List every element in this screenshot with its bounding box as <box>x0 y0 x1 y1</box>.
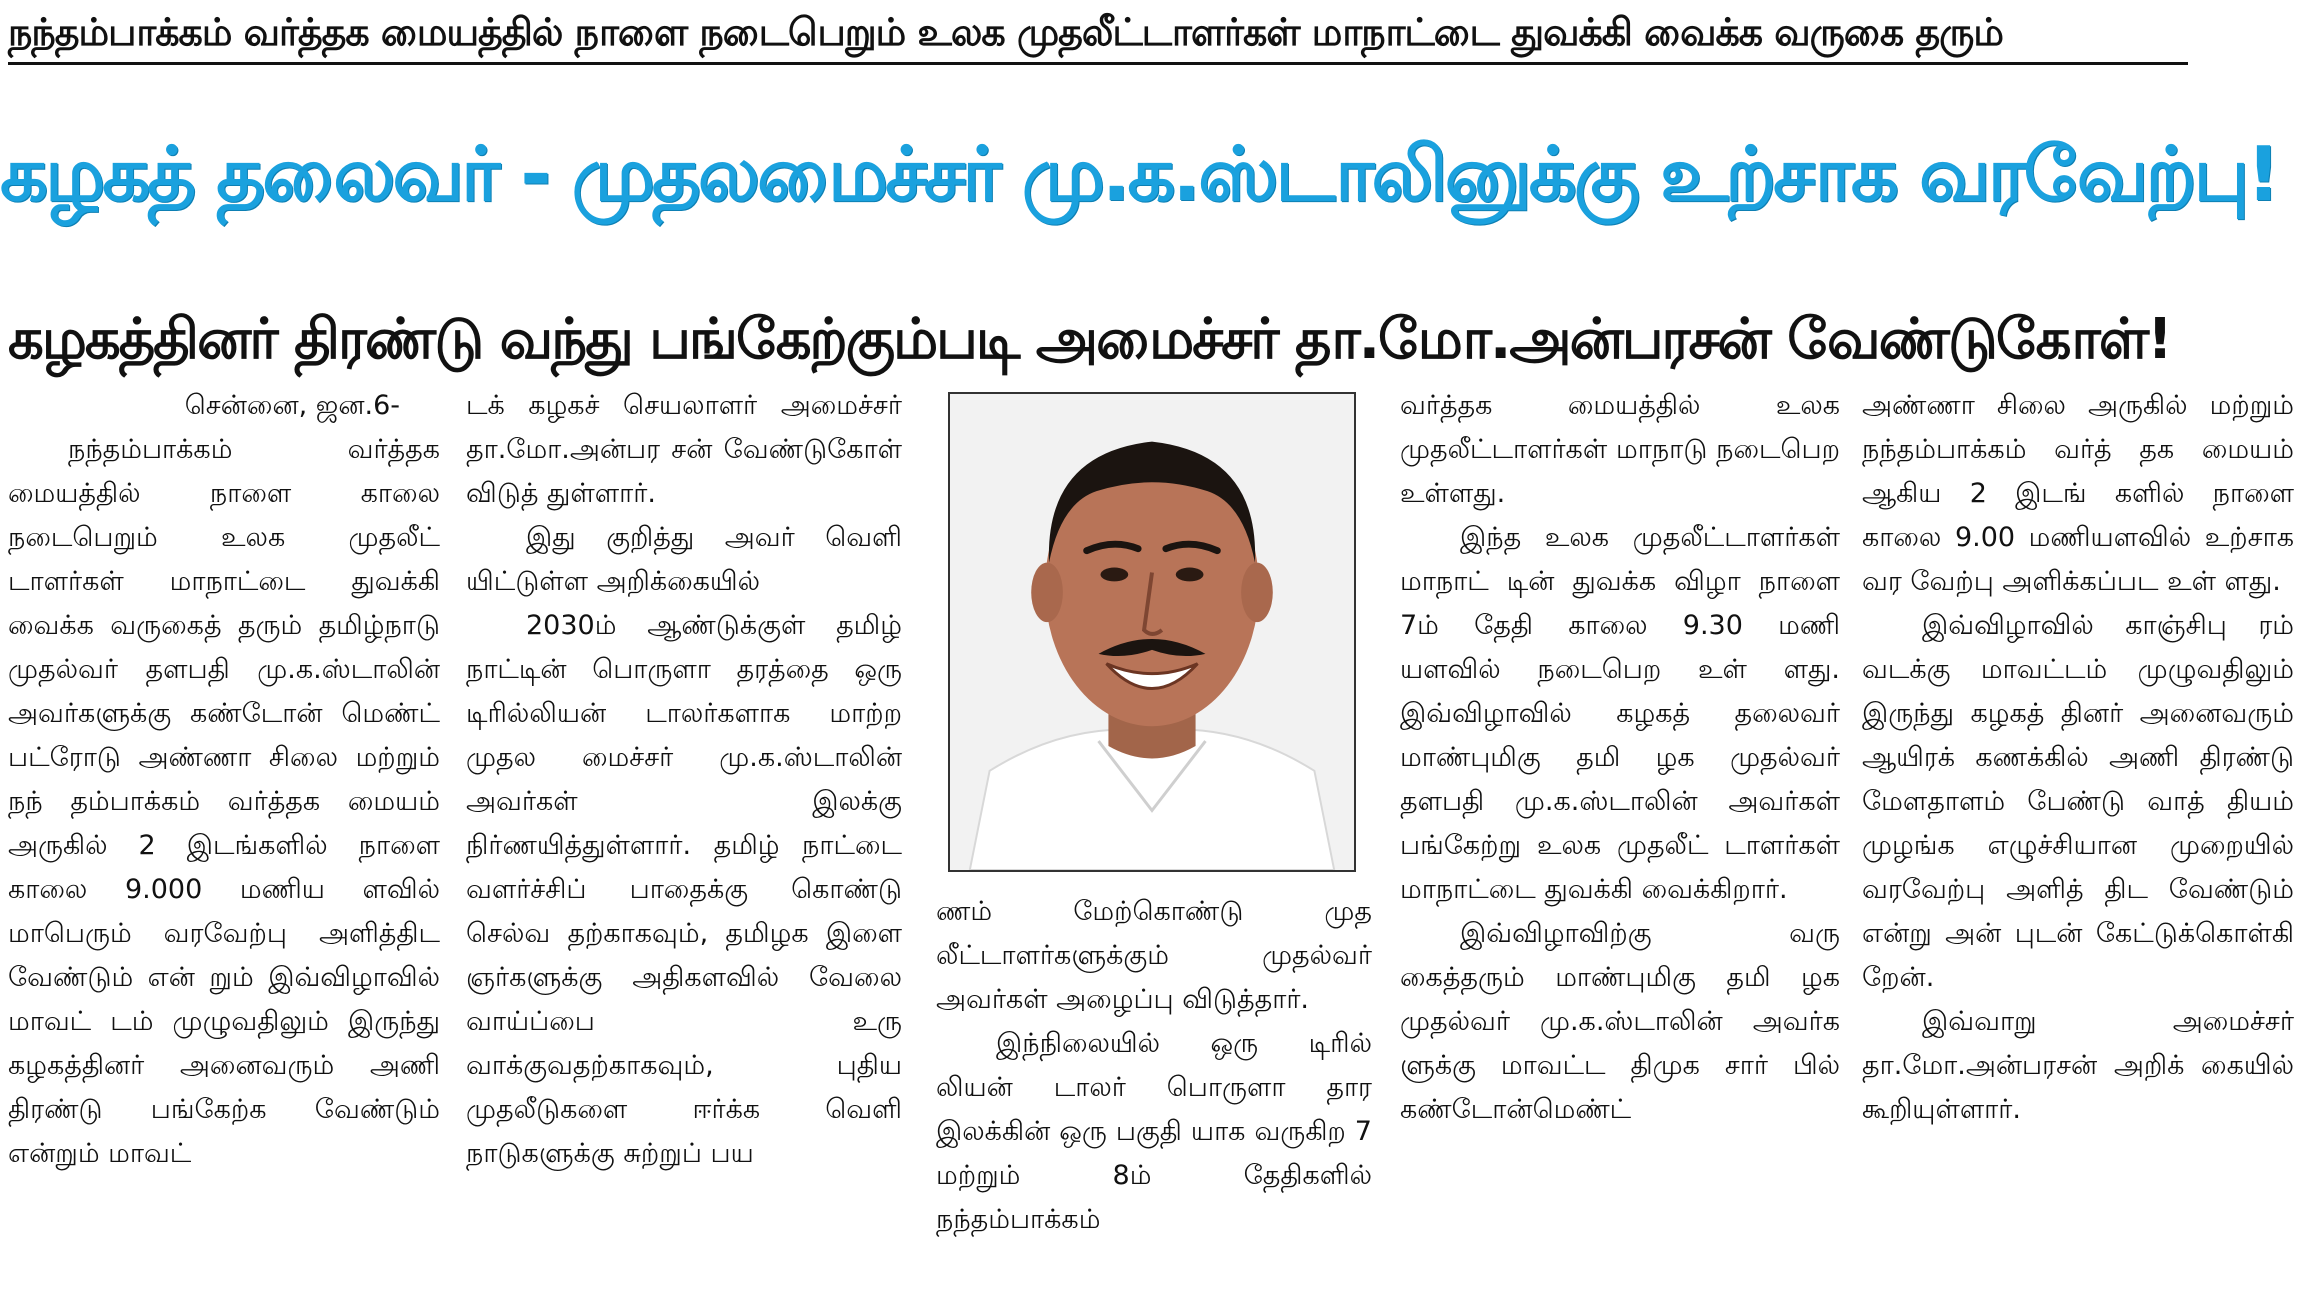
article-paragraph: 2030ம் ஆண்டுக்குள் தமிழ் நாட்டின் பொருளா தரத்தை ஒரு டிரில்லியன் டாலர்களாக மாற்ற முதல மைச்சர் மு.க.ஸ்டாலின் அவர்கள் இலக்கு நிர்ணயித்துள்ளார். தமிழ் நாட்டை வளர்ச்சிப் பாதைக்கு கொண்டு செல்வ தற்காகவும், தமிழக இளை ஞர்களுக்கு அதிகளவில் வேலை வாய்ப்பை உரு வாக்குவதற்காகவும், புதிய முதலீடுகளை ஈர்க்க வெளி நாடுகளுக்கு சுற்றுப் பய <box>466 610 902 1169</box>
article-column-4 <box>1400 384 1840 1284</box>
article-column-1 <box>8 384 440 1284</box>
article-paragraph: இது குறித்து அவர் வெளி யிட்டுள்ள அறிக்கையில் <box>466 522 902 597</box>
main-headline: கழகத் தலைவர் - முதலமைச்சர் மு.க.ஸ்டாலினுக்கு உற்சாக வரவேற்பு! <box>0 130 2278 218</box>
article-column-2 <box>466 384 902 1284</box>
article-paragraph: இந்நிலையில் ஒரு டிரில் லியன் டாலர் பொருளா தார இலக்கின் ஒரு பகுதி யாக வருகிற 7 மற்றும் 8ம் தேதிகளில் நந்தம்பாக்கம் <box>936 1028 1372 1235</box>
article-paragraph: டக் கழகச் செயலாளர் அமைச்சர் தா.மோ.அன்பர சன் வேண்டுகோள் விடுத் துள்ளார். <box>466 390 902 509</box>
article-paragraph: வர்த்தக மையத்தில் உலக முதலீட்டாளர்கள் மாநாடு நடைபெற உள்ளது. <box>1400 390 1840 509</box>
dateline: சென்னை, ஜன.6- <box>184 390 400 421</box>
kicker-headline: நந்தம்பாக்கம் வர்த்தக மையத்தில் நாளை நடைபெறும் உலக முதலீட்டாளர்கள் மாநாட்டை துவக்கி வைக்க வருகை தரும் <box>8 6 2188 65</box>
article-paragraph: இவ்வாறு அமைச்சர் தா.மோ.அன்பரசன் அறிக் கையில் கூறியுள்ளார். <box>1862 1006 2294 1125</box>
article-paragraph: அண்ணா சிலை அருகில் மற்றும் நந்தம்பாக்கம் வர்த் தக மையம் ஆகிய 2 இடங் களில் நாளை காலை 9.00 மணியளவில் உற்சாக வர வேற்பு அளிக்கப்பட உள் ளது. <box>1862 390 2294 597</box>
article-column-5 <box>1862 384 2294 1284</box>
article-paragraph: ணம் மேற்கொண்டு முத லீட்டாளர்களுக்கும் முதல்வர் அவர்கள் அழைப்பு விடுத்தார். <box>936 896 1372 1015</box>
article-column-3 <box>936 890 1372 1290</box>
article-paragraph: இந்த உலக முதலீட்டாளர்கள் மாநாட் டின் துவக்க விழா நாளை 7ம் தேதி காலை 9.30 மணி யளவில் நடைபெற உள் ளது. இவ்விழாவில் கழகத் தலைவர் மாண்புமிகு தமி ழக முதல்வர் தளபதி மு.க.ஸ்டாலின் அவர்கள் பங்கேற்று உலக முதலீட் டாளர்கள் மாநாட்டை துவக்கி வைக்கிறார். <box>1400 522 1840 905</box>
article-paragraph: இவ்விழாவில் காஞ்சிபு ரம் வடக்கு மாவட்டம் முழுவதிலும் இருந்து கழகத் தினர் அனைவரும் ஆயிரக் கணக்கில் அணி திரண்டு மேளதாளம் பேண்டு வாத் தியம் முழங்க எழுச்சியான முறையில் வரவேற்பு அளித் திட வேண்டும் என்று அன் புடன் கேட்டுக்கொள்கி றேன். <box>1862 610 2294 993</box>
sub-headline: கழகத்தினர் திரண்டு வந்து பங்கேற்கும்படி அமைச்சர் தா.மோ.அன்பரசன் வேண்டுகோள்! <box>8 307 2171 372</box>
article-paragraph: இவ்விழாவிற்கு வரு கைத்தரும் மாண்புமிகு தமி ழக முதல்வர் மு.க.ஸ்டாலின் அவர்க ளுக்கு மாவட்ட திமுக சார் பில் கண்டோன்மெண்ட் <box>1400 918 1840 1125</box>
portrait-photo <box>948 392 1356 872</box>
article-paragraph: நந்தம்பாக்கம் வர்த்தக மையத்தில் நாளை காலை நடைபெறும் உலக முதலீட் டாளர்கள் மாநாட்டை துவக்கி வைக்க வருகைத் தரும் தமிழ்நாடு முதல்வர் தளபதி மு.க.ஸ்டாலின் அவர்களுக்கு கண்டோன் மெண்ட் பட்ரோடு அண்ணா சிலை மற்றும் நந் தம்பாக்கம் வர்த்தக மையம் அருகில் 2 இடங்களில் நாளை காலை 9.000 மணிய ளவில் மாபெரும் வரவேற்பு அளித்திட வேண்டும் என் றும் இவ்விழாவில் மாவட் டம் முழுவதிலும் இருந்து கழகத்தினர் அனைவரும் அணி திரண்டு பங்கேற்க வேண்டும் என்றும் மாவட் <box>8 434 440 1169</box>
portrait-illustration <box>950 394 1354 870</box>
